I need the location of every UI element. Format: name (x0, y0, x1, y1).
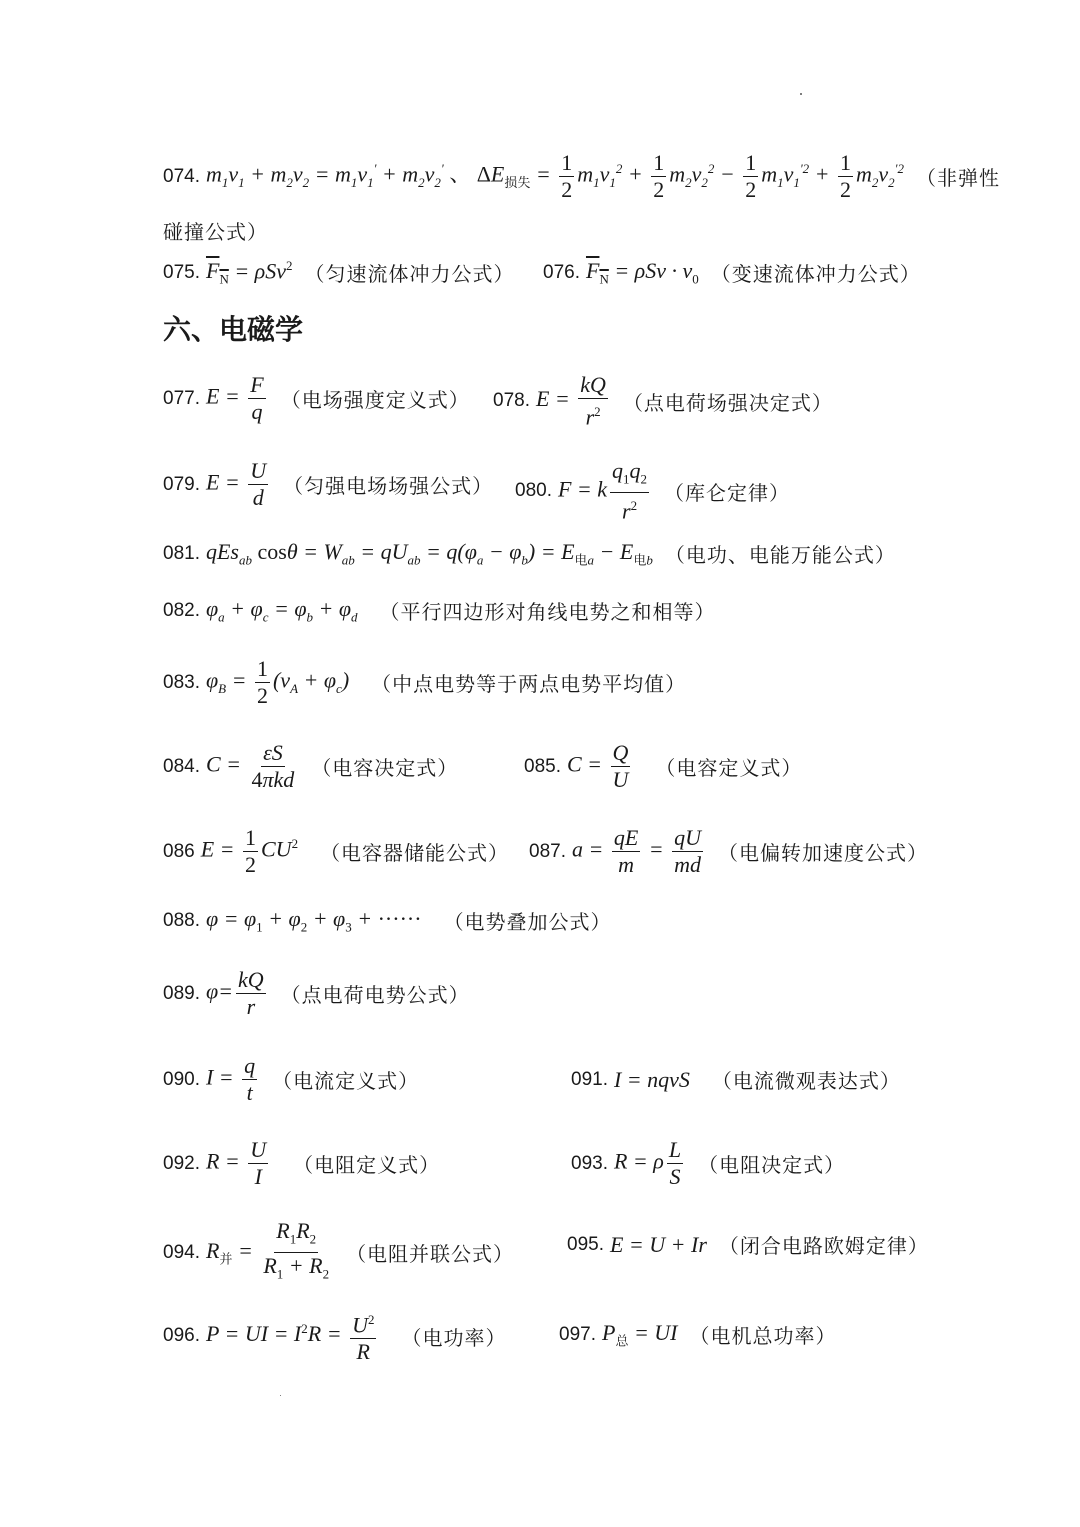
formula-086: 086 E = $\frac{1}{2}$ $CU^2$ （电容器储能公式） (163, 825, 510, 877)
formula-093: 093. R = ρ $\frac{L}{S}$ （电阻决定式） (571, 1137, 846, 1189)
formula-087: 087. a = $\frac{qE}{m}$ = $\frac{qU}{md}$ （电偏转加速度公式） (529, 825, 929, 877)
page-speck (280, 1395, 281, 1396)
formula-077: 077. E = $\frac{F}{q}$ （电场强度定义式） (163, 372, 470, 424)
formula-084: 084. C = $\frac{\varepsilon S}{\text{4πkd}}$ （电容决定式） (163, 740, 459, 792)
formula-081: 081. qEs$_{ab}$ $\cos\theta = W_{ab} = qU_{ab} = q(\varphi_a - \varphi_b) = E_{电a} - E_{电b}$ （电功、电能万能公式） (163, 539, 896, 568)
formula-091: 091. I = nqvS （电流微观表达式） (571, 1066, 901, 1093)
formula-075: 075. $F_N = \rho Sv^2$ （匀速流体冲力公式） (163, 258, 515, 287)
formula-074-expr: $m_1v_1 + m_2v_2 = m_1v_1' + m_2v_2'$ 、 $\Delta E_{损失}$ = $\frac{1}{2}$ $m_1v_1^2$ + $\frac{1}{2}$ $m_2v_2^2$ − $\frac{1}{2}$ $m_1v_1^{'2}$ + $\frac{1}{2}$ $m_2v_2^{'2}$ (205, 150, 904, 202)
formula-094: 094. $R_并$ = $\frac{R_1R_2}{R_1 + R_2}$ （电阻并联公式） (163, 1218, 515, 1282)
page-speck (800, 93, 802, 95)
formula-090: 090. I = $\frac{q}{t}$ （电流定义式） (163, 1053, 420, 1105)
formula-083: 083. $\varphi_B$ = $\frac{1}{2}$ $(v_A + \varphi_c)$ （中点电势等于两点电势平均值） (163, 656, 687, 708)
formula-089: 089. φ= $\frac{kQ}{r}$ （点电荷电势公式） (163, 967, 470, 1019)
formula-074-continuation: 碰撞公式） (163, 220, 268, 244)
formula-092: 092. R = $\frac{U}{I}$ （电阻定义式） (163, 1137, 441, 1189)
formula-079: 079. E = $\frac{U}{d}$ （匀强电场场强公式） (163, 458, 494, 510)
formula-096: 096. P = UI = $I^2R$ = $\frac{U^2}{R}$ （电功率） (163, 1307, 506, 1365)
formula-074: 074. $m_1v_1 + m_2v_2 = m_1v_1' + m_2v_2'$ 、 $\Delta E_{损失}$ = $\frac{1}{2}$ $m_1v_1^2$ + $\frac{1}{2}$ $m_2v_2^2$ − $\frac{1}{2}$ $m_1v_1^{'2}$ + $\frac{1}{2}$ $m_2v_2^{'2}$ （非弹性 (163, 150, 1000, 202)
formula-076: 076. $F_N = \rho Sv \cdot v_0$ （变速流体冲力公式） (543, 258, 921, 287)
formula-085: 085. C = $\frac{Q}{U}$ （电容定义式） (524, 740, 803, 792)
formula-088: 088. $\varphi = \varphi_1 + \varphi_2 + \varphi_3$ + ······ （电势叠加公式） (163, 906, 612, 935)
formula-082: 082. $\varphi_a + \varphi_c = \varphi_b + \varphi_d$ （平行四边形对角线电势之和相等） (163, 596, 716, 625)
formula-097: 097. $P_总$ = UI （电机总功率） (559, 1320, 837, 1349)
formula-078: 078. E = $\frac{kQ}{r^2}$ （点电荷场强决定式） (493, 372, 833, 430)
formula-095: 095. E = U + Ir （闭合电路欧姆定律） (567, 1231, 929, 1258)
section-heading: 六、电磁学 (163, 313, 304, 346)
formula-080: 080. F = k $\frac{q_1q_2}{r^2}$ （库仑定律） (515, 458, 791, 524)
